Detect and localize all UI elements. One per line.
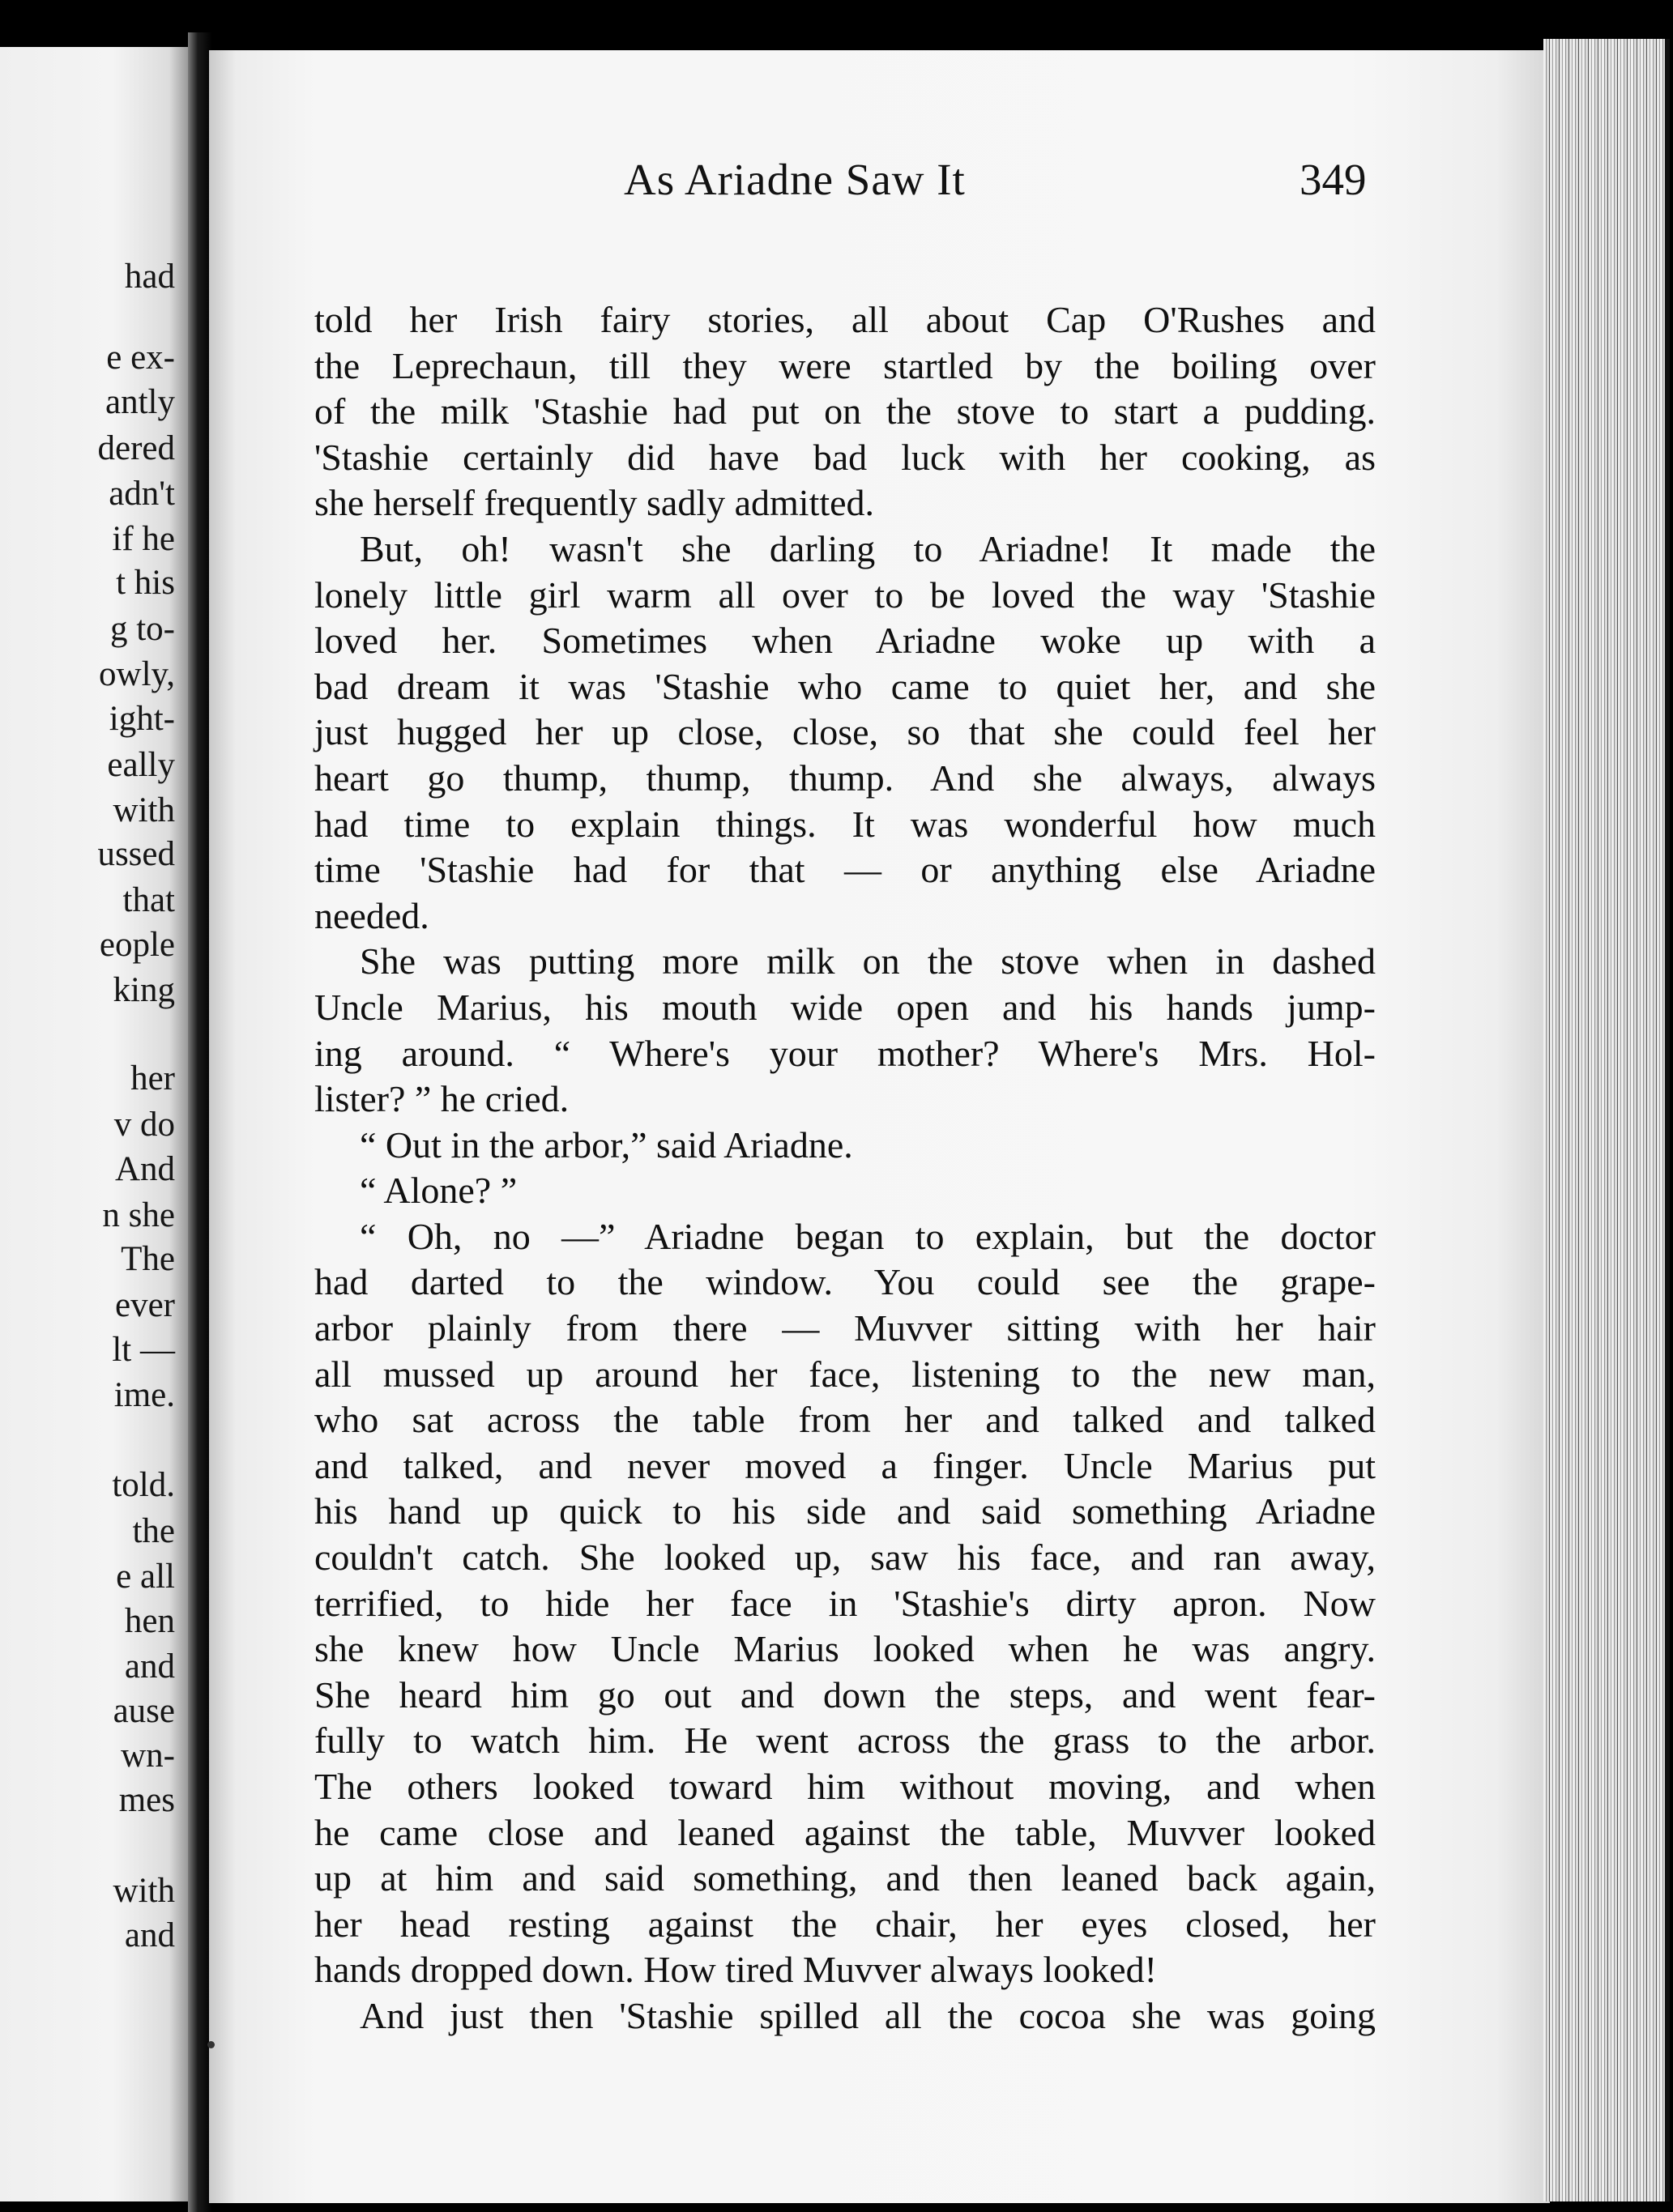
facing-page-text-fragment: t his: [116, 564, 175, 602]
facing-page-text-fragment: g to-: [109, 610, 175, 648]
text-line: he came close and leaned against the table, Muvver looked: [314, 1811, 1376, 1853]
text-line: “ Alone? ”: [360, 1170, 518, 1212]
facing-page-text-fragment: antly: [105, 383, 175, 421]
text-line: his hand up quick to his side and said something Ariadne: [314, 1490, 1376, 1532]
text-line: told her Irish fairy stories, all about Cap O'Rushes and: [314, 299, 1376, 340]
facing-page-text-fragment: wn-: [121, 1737, 175, 1775]
body-text: [314, 297, 1376, 2039]
text-line: terrified, to hide her face in 'Stashie's dirty apron. Now: [314, 1582, 1376, 1624]
facing-page-text-fragment: dered: [97, 429, 175, 467]
facing-page-fragment: [0, 47, 188, 2201]
paragraph: [314, 1168, 1376, 1214]
text-line: had darted to the window. You could see the grape-: [314, 1261, 1376, 1303]
book-page: [209, 50, 1550, 2203]
text-line: her head resting against the chair, her eyes closed, her: [314, 1903, 1376, 1945]
facing-page-text-fragment: n she: [102, 1196, 175, 1234]
facing-page-text-fragment: owly,: [99, 655, 175, 693]
text-line: time 'Stashie had for that — or anything else Ariadne: [314, 849, 1376, 891]
facing-page-text-fragment: ime.: [113, 1376, 175, 1414]
facing-page-text-fragment: and: [124, 1916, 175, 1954]
text-line: she knew how Uncle Marius looked when he was angry.: [314, 1628, 1376, 1670]
text-line: 'Stashie certainly did have bad luck with her cooking, as: [314, 436, 1376, 478]
page-number: 349: [1300, 155, 1367, 204]
running-head-title: As Ariadne Saw It: [624, 155, 966, 204]
text-line: and talked, and never moved a finger. Uncle Marius put: [314, 1444, 1376, 1486]
facing-page-text-fragment: if he: [112, 520, 175, 558]
facing-page-text-fragment: lt —: [112, 1331, 175, 1369]
facing-page-text-fragment: ause: [113, 1692, 175, 1730]
running-head: [209, 154, 1550, 211]
facing-page-text-fragment: mes: [118, 1781, 175, 1819]
facing-page-text-fragment: and: [124, 1647, 175, 1686]
text-line: just hugged her up close, close, so that she could feel her: [314, 711, 1376, 753]
facing-page-text-fragment: eally: [107, 746, 175, 784]
text-line: She heard him go out and down the steps, and went fear-: [314, 1673, 1376, 1715]
facing-page-text-fragment: e all: [116, 1558, 175, 1596]
facing-page-text-fragment: ussed: [97, 835, 175, 873]
facing-page-text-fragment: hen: [124, 1602, 175, 1640]
text-line: And just then 'Stashie spilled all the cocoa she was going: [360, 1994, 1376, 2036]
facing-page-text-fragment: with: [113, 1872, 175, 1910]
paragraph: [314, 526, 1376, 939]
paragraph: [314, 1123, 1376, 1169]
facing-page-text-fragment: that: [122, 881, 175, 919]
facing-page-text-fragment: eople: [99, 926, 175, 964]
text-line: She was putting more milk on the stove when in dashed: [360, 940, 1376, 982]
text-line: bad dream it was 'Stashie who came to quiet her, and she: [314, 665, 1376, 707]
facing-page-text-fragment: And: [114, 1150, 175, 1188]
text-line: who sat across the table from her and talked and talked: [314, 1399, 1376, 1441]
facing-page-text-fragment: adn't: [109, 475, 175, 513]
text-line: heart go thump, thump, thump. And she always, always: [314, 757, 1376, 799]
facing-page-text-fragment: The: [121, 1240, 175, 1278]
paragraph: [314, 1993, 1376, 2039]
text-line: But, oh! wasn't she darling to Ariadne! It made the: [360, 527, 1376, 569]
text-line: loved her. Sometimes when Ariadne woke up with a: [314, 620, 1376, 662]
text-line: lonely little girl warm all over to be loved the way 'Stashie: [314, 573, 1376, 616]
paragraph: [314, 297, 1376, 526]
text-line: all mussed up around her face, listening to the new man,: [314, 1353, 1376, 1395]
facing-page-text-fragment: ight-: [109, 700, 175, 738]
facing-page-text-fragment: her: [130, 1059, 175, 1097]
page-edges: [1543, 39, 1670, 2201]
text-line: fully to watch him. He went across the grass to the arbor.: [314, 1720, 1376, 1762]
facing-page-text-fragment: king: [113, 971, 175, 1009]
text-line: up at him and said something, and then leaned back again,: [314, 1857, 1376, 1899]
facing-page-text-fragment: e ex-: [106, 339, 175, 377]
text-line: the Leprechaun, till they were startled by the boiling over: [314, 344, 1376, 386]
facing-page-text-fragment: v do: [113, 1106, 175, 1144]
paragraph: [314, 1214, 1376, 1993]
text-line: of the milk 'Stashie had put on the stove to start a pudding.: [314, 390, 1376, 433]
text-line: arbor plainly from there — Muvver sitting with her hair: [314, 1307, 1376, 1349]
text-line: had time to explain things. It was wonderful how much: [314, 803, 1376, 845]
facing-page-text-fragment: had: [124, 258, 175, 296]
text-line: “ Oh, no —” Ariadne began to explain, but the doctor: [360, 1215, 1376, 1257]
text-line: hands dropped down. How tired Muvver always looked!: [314, 1949, 1157, 1991]
scan-speck: [207, 2041, 215, 2048]
facing-page-text-fragment: the: [132, 1512, 175, 1550]
text-line: The others looked toward him without moving, and when: [314, 1766, 1376, 1807]
paragraph: [314, 939, 1376, 1122]
text-line: she herself frequently sadly admitted.: [314, 482, 875, 524]
text-line: “ Out in the arbor,” said Ariadne.: [360, 1123, 853, 1166]
text-line: needed.: [314, 894, 429, 936]
facing-page-text-fragment: with: [113, 791, 175, 829]
text-line: Uncle Marius, his mouth wide open and his hands jump-: [314, 986, 1376, 1028]
text-line: lister? ” he cried.: [314, 1078, 570, 1120]
facing-page-text-fragment: told.: [112, 1466, 175, 1504]
text-line: couldn't catch. She looked up, saw his face, and ran away,: [314, 1536, 1376, 1579]
text-line: ing around. “ Where's your mother? Where's Mrs. Hol-: [314, 1032, 1376, 1074]
facing-page-text-fragment: ever: [115, 1286, 175, 1324]
